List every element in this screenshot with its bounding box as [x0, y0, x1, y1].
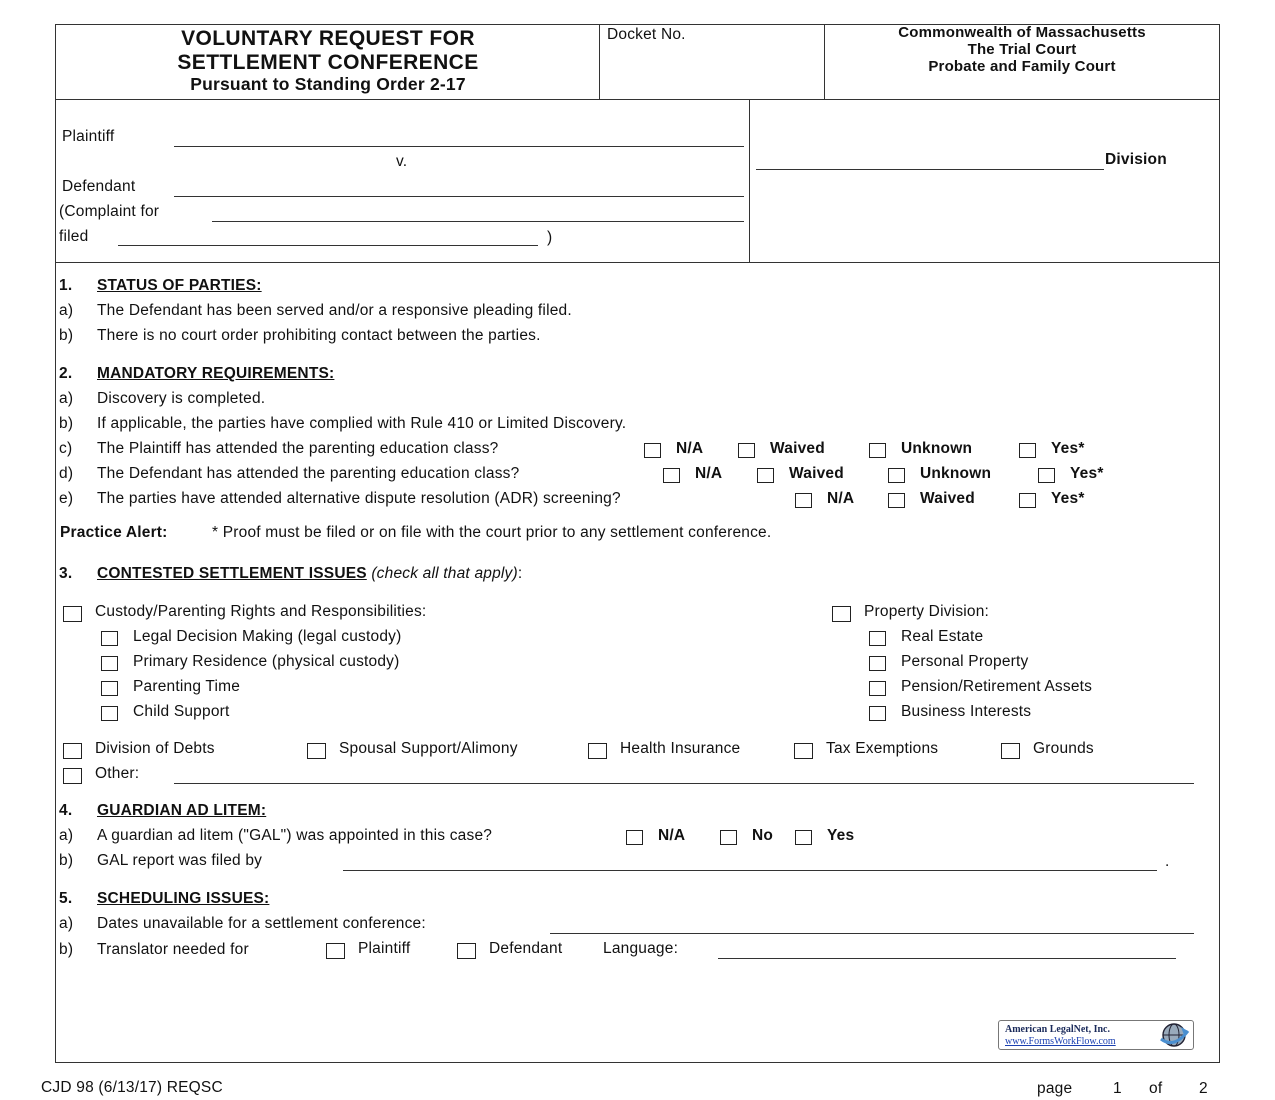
s2c-yes-label: Yes*	[1051, 440, 1085, 457]
s4b-period: .	[1165, 853, 1170, 870]
division-input[interactable]	[756, 169, 1104, 170]
page-total: 2	[1199, 1080, 1208, 1097]
versus-label: v.	[396, 153, 408, 170]
american-legalnet-logo[interactable]	[998, 1020, 1194, 1050]
form-title-line2: SETTLEMENT CONFERENCE	[177, 51, 479, 74]
child-support-label: Child Support	[133, 703, 230, 720]
gal-yes-label: Yes	[827, 827, 855, 844]
form-code: CJD 98 (6/13/17) REQSC	[41, 1079, 223, 1096]
personal-property-label: Personal Property	[901, 653, 1029, 670]
s2c-waived-checkbox[interactable]	[738, 443, 755, 458]
court-commonwealth: Commonwealth of Massachusetts	[898, 24, 1146, 41]
logo-url[interactable]: www.FormsWorkFlow.com	[1005, 1036, 1116, 1047]
s2c-letter: c)	[59, 440, 73, 457]
s2e-waived-label: Waived	[920, 490, 975, 507]
s2c-na-checkbox[interactable]	[644, 443, 661, 458]
s4b-text: GAL report was filed by	[97, 852, 263, 869]
form-title-line1: VOLUNTARY REQUEST FOR	[181, 27, 475, 50]
s1a-letter: a)	[59, 302, 74, 319]
plaintiff-label: Plaintiff	[62, 128, 115, 145]
s2e-waived-checkbox[interactable]	[888, 493, 905, 508]
health-insurance-checkbox[interactable]	[588, 743, 607, 759]
other-label: Other:	[95, 765, 140, 782]
business-interests-label: Business Interests	[901, 703, 1032, 720]
s5b-text: Translator needed for	[97, 941, 249, 958]
translator-plaintiff-checkbox[interactable]	[326, 943, 345, 959]
section2-heading: MANDATORY REQUIREMENTS:	[97, 365, 335, 382]
s4b-letter: b)	[59, 852, 74, 869]
section3-number: 3.	[59, 565, 73, 582]
s2d-waived-label: Waived	[789, 465, 844, 482]
logo-company: American LegalNet, Inc.	[1005, 1024, 1110, 1035]
filed-date-input[interactable]	[118, 245, 538, 246]
s2e-yes-checkbox[interactable]	[1019, 493, 1036, 508]
grounds-checkbox[interactable]	[1001, 743, 1020, 759]
spousal-support-label: Spousal Support/Alimony	[339, 740, 518, 757]
tax-exemptions-checkbox[interactable]	[794, 743, 813, 759]
translator-defendant-checkbox[interactable]	[457, 943, 476, 959]
s2b-text: If applicable, the parties have complied with Rule 410 or Limited Discovery.	[97, 415, 627, 432]
division-of-debts-label: Division of Debts	[95, 740, 215, 757]
language-label: Language:	[603, 940, 679, 957]
s2e-na-checkbox[interactable]	[795, 493, 812, 508]
language-input[interactable]	[718, 958, 1176, 959]
grounds-label: Grounds	[1033, 740, 1094, 757]
parenting-time-checkbox[interactable]	[101, 681, 118, 696]
unavailable-dates-input[interactable]	[550, 933, 1194, 934]
s1b-letter: b)	[59, 327, 74, 344]
practice-alert-label: Practice Alert:	[60, 524, 168, 541]
legal-custody-label: Legal Decision Making (legal custody)	[133, 628, 402, 645]
translator-defendant-label: Defendant	[489, 940, 563, 957]
property-division-label: Property Division:	[864, 603, 990, 620]
close-paren: )	[547, 229, 553, 246]
legal-custody-checkbox[interactable]	[101, 631, 118, 646]
s4a-letter: a)	[59, 827, 74, 844]
s1b-text: There is no court order prohibiting contact between the parties.	[97, 327, 541, 344]
filed-label: filed	[59, 228, 89, 245]
pension-checkbox[interactable]	[869, 681, 886, 696]
docket-label: Docket No.	[607, 26, 686, 43]
s2d-unknown-checkbox[interactable]	[888, 468, 905, 483]
s5a-text: Dates unavailable for a settlement conference:	[97, 915, 426, 932]
division-of-debts-checkbox[interactable]	[63, 743, 82, 759]
custody-label: Custody/Parenting Rights and Responsibilities:	[95, 603, 427, 620]
section3-heading-note: (check all that apply)	[371, 565, 518, 582]
child-support-checkbox[interactable]	[101, 706, 118, 721]
other-input[interactable]	[174, 783, 1194, 784]
court-probate-family: Probate and Family Court	[928, 58, 1116, 75]
section4-heading: GUARDIAN AD LITEM:	[97, 802, 267, 819]
pension-label: Pension/Retirement Assets	[901, 678, 1093, 695]
s2d-na-checkbox[interactable]	[663, 468, 680, 483]
docket-input[interactable]	[605, 48, 819, 94]
s2c-text: The Plaintiff has attended the parenting education class?	[97, 440, 499, 457]
s2c-unknown-label: Unknown	[901, 440, 973, 457]
defendant-input[interactable]	[174, 196, 744, 197]
physical-custody-label: Primary Residence (physical custody)	[133, 653, 400, 670]
s2a-text: Discovery is completed.	[97, 390, 266, 407]
real-estate-checkbox[interactable]	[869, 631, 886, 646]
s2d-unknown-label: Unknown	[920, 465, 992, 482]
business-interests-checkbox[interactable]	[869, 706, 886, 721]
division-label: Division	[1105, 151, 1167, 168]
section3-heading: CONTESTED SETTLEMENT ISSUES	[97, 565, 367, 582]
s2c-na-label: N/A	[676, 440, 704, 457]
complaint-input[interactable]	[212, 221, 744, 222]
s2b-letter: b)	[59, 415, 74, 432]
s5a-letter: a)	[59, 915, 74, 932]
court-trial-court: The Trial Court	[967, 41, 1077, 58]
section3-heading-line	[97, 565, 522, 583]
section4-number: 4.	[59, 802, 73, 819]
globe-icon	[1157, 1021, 1191, 1049]
parenting-time-label: Parenting Time	[133, 678, 241, 695]
s2c-waived-label: Waived	[770, 440, 825, 457]
gal-report-input[interactable]	[343, 870, 1157, 871]
s2d-letter: d)	[59, 465, 74, 482]
section2-number: 2.	[59, 365, 73, 382]
gal-yes-checkbox[interactable]	[795, 830, 812, 845]
custody-checkbox[interactable]	[63, 606, 82, 622]
section5-number: 5.	[59, 890, 73, 907]
s2e-letter: e)	[59, 490, 74, 507]
s4a-text: A guardian ad litem ("GAL") was appointed in this case?	[97, 827, 493, 844]
gal-no-label: No	[752, 827, 774, 844]
real-estate-label: Real Estate	[901, 628, 984, 645]
page-of-label: of	[1149, 1080, 1163, 1097]
s2e-text: The parties have attended alternative dispute resolution (ADR) screening?	[97, 490, 621, 507]
gal-na-checkbox[interactable]	[626, 830, 643, 845]
section5-heading: SCHEDULING ISSUES:	[97, 890, 270, 907]
section3-colon: :	[517, 565, 523, 582]
section1-heading: STATUS OF PARTIES:	[97, 277, 262, 294]
s1a-text: The Defendant has been served and/or a responsive pleading filed.	[97, 302, 572, 319]
s2d-text: The Defendant has attended the parenting education class?	[97, 465, 520, 482]
plaintiff-input[interactable]	[174, 146, 744, 147]
s2d-waived-checkbox[interactable]	[757, 468, 774, 483]
s2e-yes-label: Yes*	[1051, 490, 1085, 507]
page-number: 1	[1113, 1080, 1122, 1097]
s2d-yes-label: Yes*	[1070, 465, 1104, 482]
property-division-checkbox[interactable]	[832, 606, 851, 622]
gal-na-label: N/A	[658, 827, 686, 844]
s2d-na-label: N/A	[695, 465, 723, 482]
practice-alert-text: * Proof must be filed or on file with the court prior to any settlement conference.	[212, 524, 772, 541]
other-checkbox[interactable]	[63, 768, 82, 784]
s2c-unknown-checkbox[interactable]	[869, 443, 886, 458]
s2a-letter: a)	[59, 390, 74, 407]
complaint-label: (Complaint for	[59, 203, 160, 220]
s2e-na-label: N/A	[827, 490, 855, 507]
spousal-support-checkbox[interactable]	[307, 743, 326, 759]
s5b-letter: b)	[59, 941, 74, 958]
gal-no-checkbox[interactable]	[720, 830, 737, 845]
form-subtitle: Pursuant to Standing Order 2-17	[190, 74, 466, 94]
personal-property-checkbox[interactable]	[869, 656, 886, 671]
physical-custody-checkbox[interactable]	[101, 656, 118, 671]
health-insurance-label: Health Insurance	[620, 740, 741, 757]
s2c-yes-checkbox[interactable]	[1019, 443, 1036, 458]
page-label: page	[1037, 1080, 1073, 1097]
defendant-label: Defendant	[62, 178, 136, 195]
tax-exemptions-label: Tax Exemptions	[826, 740, 939, 757]
s2d-yes-checkbox[interactable]	[1038, 468, 1055, 483]
section1-number: 1.	[59, 277, 73, 294]
translator-plaintiff-label: Plaintiff	[358, 940, 411, 957]
